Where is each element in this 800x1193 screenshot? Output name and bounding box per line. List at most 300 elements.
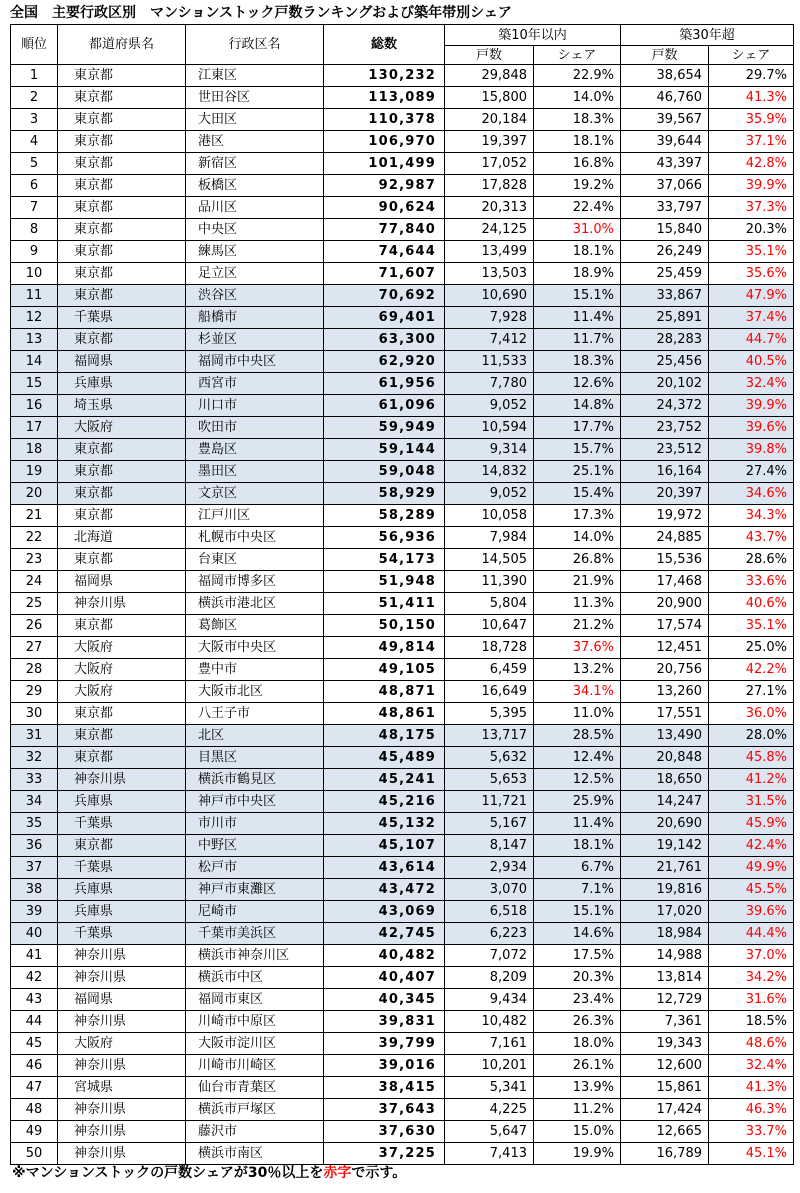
rank-cell: 41: [11, 945, 58, 967]
total-cell: 58,929: [324, 483, 445, 505]
within-10-share-cell: 25.1%: [534, 461, 621, 483]
over-30-units-cell: 17,424: [621, 1099, 709, 1121]
over-30-units-cell: 28,283: [621, 329, 709, 351]
municipality-cell: 川崎市中原区: [186, 1011, 324, 1033]
total-cell: 63,300: [324, 329, 445, 351]
rank-cell: 7: [11, 197, 58, 219]
within-10-share-cell: 11.0%: [534, 703, 621, 725]
total-cell: 45,216: [324, 791, 445, 813]
rank-cell: 13: [11, 329, 58, 351]
table-row: [11, 219, 794, 241]
municipality-cell: 練馬区: [186, 241, 324, 263]
municipality-cell: 横浜市戸塚区: [186, 1099, 324, 1121]
municipality-cell: 札幌市中央区: [186, 527, 324, 549]
total-cell: 59,144: [324, 439, 445, 461]
over-30-share-cell: 42.8%: [709, 153, 794, 175]
over-30-units-cell: 24,372: [621, 395, 709, 417]
over-30-share-cell: 41.3%: [709, 1077, 794, 1099]
total-cell: 106,970: [324, 131, 445, 153]
within-10-units-cell: 9,314: [445, 439, 534, 461]
total-cell: 130,232: [324, 65, 445, 87]
within-10-units-cell: 5,647: [445, 1121, 534, 1143]
header-within-10-units: 戸数: [445, 46, 534, 65]
over-30-units-cell: 13,490: [621, 725, 709, 747]
total-cell: 40,345: [324, 989, 445, 1011]
over-30-units-cell: 20,756: [621, 659, 709, 681]
rank-cell: 21: [11, 505, 58, 527]
total-cell: 42,745: [324, 923, 445, 945]
over-30-share-cell: 25.0%: [709, 637, 794, 659]
within-10-units-cell: 7,072: [445, 945, 534, 967]
within-10-units-cell: 2,934: [445, 857, 534, 879]
prefecture-cell: 東京都: [58, 219, 186, 241]
table-row: [11, 879, 794, 901]
prefecture-cell: 東京都: [58, 615, 186, 637]
over-30-units-cell: 15,861: [621, 1077, 709, 1099]
municipality-cell: 尼崎市: [186, 901, 324, 923]
total-cell: 69,401: [324, 307, 445, 329]
table-row: [11, 351, 794, 373]
rank-cell: 25: [11, 593, 58, 615]
over-30-share-cell: 31.6%: [709, 989, 794, 1011]
table-row: [11, 307, 794, 329]
prefecture-cell: 東京都: [58, 483, 186, 505]
table-row: [11, 791, 794, 813]
table-row: [11, 263, 794, 285]
table-row: [11, 395, 794, 417]
rank-cell: 22: [11, 527, 58, 549]
table-row: [11, 505, 794, 527]
over-30-share-cell: 36.0%: [709, 703, 794, 725]
rank-cell: 4: [11, 131, 58, 153]
within-10-share-cell: 11.3%: [534, 593, 621, 615]
rank-cell: 26: [11, 615, 58, 637]
total-cell: 59,048: [324, 461, 445, 483]
table-row: [11, 439, 794, 461]
municipality-cell: 西宮市: [186, 373, 324, 395]
within-10-units-cell: 11,390: [445, 571, 534, 593]
within-10-units-cell: 6,223: [445, 923, 534, 945]
total-cell: 39,016: [324, 1055, 445, 1077]
over-30-units-cell: 25,456: [621, 351, 709, 373]
table-row: [11, 1099, 794, 1121]
prefecture-cell: 大阪府: [58, 637, 186, 659]
within-10-share-cell: 21.2%: [534, 615, 621, 637]
prefecture-cell: 東京都: [58, 263, 186, 285]
table-row: [11, 725, 794, 747]
footnote: [12, 1162, 406, 1184]
over-30-share-cell: 45.5%: [709, 879, 794, 901]
table-row: [11, 571, 794, 593]
within-10-units-cell: 5,632: [445, 747, 534, 769]
over-30-units-cell: 26,249: [621, 241, 709, 263]
over-30-units-cell: 13,260: [621, 681, 709, 703]
prefecture-cell: 兵庫県: [58, 373, 186, 395]
prefecture-cell: 東京都: [58, 703, 186, 725]
total-cell: 74,644: [324, 241, 445, 263]
over-30-units-cell: 20,690: [621, 813, 709, 835]
rank-cell: 18: [11, 439, 58, 461]
municipality-cell: 北区: [186, 725, 324, 747]
within-10-share-cell: 19.2%: [534, 175, 621, 197]
over-30-units-cell: 15,840: [621, 219, 709, 241]
municipality-cell: 江戸川区: [186, 505, 324, 527]
total-cell: 50,150: [324, 615, 445, 637]
within-10-share-cell: 18.9%: [534, 263, 621, 285]
within-10-units-cell: 16,649: [445, 681, 534, 703]
municipality-cell: 板橋区: [186, 175, 324, 197]
within-10-units-cell: 5,804: [445, 593, 534, 615]
rank-cell: 37: [11, 857, 58, 879]
ranking-table: [10, 24, 794, 1165]
over-30-units-cell: 17,574: [621, 615, 709, 637]
table-row: [11, 857, 794, 879]
rank-cell: 29: [11, 681, 58, 703]
over-30-share-cell: 37.0%: [709, 945, 794, 967]
prefecture-cell: 神奈川県: [58, 967, 186, 989]
prefecture-cell: 神奈川県: [58, 1011, 186, 1033]
table-row: [11, 989, 794, 1011]
municipality-cell: 大阪市淀川区: [186, 1033, 324, 1055]
table-row: [11, 131, 794, 153]
municipality-cell: 港区: [186, 131, 324, 153]
municipality-cell: 川崎市川崎区: [186, 1055, 324, 1077]
prefecture-cell: 東京都: [58, 197, 186, 219]
municipality-cell: 福岡市東区: [186, 989, 324, 1011]
total-cell: 45,132: [324, 813, 445, 835]
total-cell: 48,175: [324, 725, 445, 747]
header-municipality: 行政区名: [186, 25, 324, 65]
municipality-cell: 八王子市: [186, 703, 324, 725]
rank-cell: 48: [11, 1099, 58, 1121]
municipality-cell: 大阪市中央区: [186, 637, 324, 659]
over-30-units-cell: 12,600: [621, 1055, 709, 1077]
over-30-units-cell: 24,885: [621, 527, 709, 549]
within-10-share-cell: 12.5%: [534, 769, 621, 791]
total-cell: 38,415: [324, 1077, 445, 1099]
page-title: 全国 主要行政区別 マンションストック戸数ランキングおよび築年帯別シェア: [10, 5, 512, 21]
over-30-share-cell: 33.7%: [709, 1121, 794, 1143]
municipality-cell: 横浜市中区: [186, 967, 324, 989]
total-cell: 40,482: [324, 945, 445, 967]
within-10-share-cell: 28.5%: [534, 725, 621, 747]
within-10-units-cell: 24,125: [445, 219, 534, 241]
table-row: [11, 373, 794, 395]
prefecture-cell: 福岡県: [58, 351, 186, 373]
header-prefecture: 都道府県名: [58, 25, 186, 65]
within-10-share-cell: 14.0%: [534, 527, 621, 549]
within-10-share-cell: 37.6%: [534, 637, 621, 659]
over-30-units-cell: 12,729: [621, 989, 709, 1011]
table-row: [11, 87, 794, 109]
over-30-units-cell: 38,654: [621, 65, 709, 87]
within-10-units-cell: 20,184: [445, 109, 534, 131]
municipality-cell: 神戸市中央区: [186, 791, 324, 813]
table-row: [11, 175, 794, 197]
total-cell: 49,105: [324, 659, 445, 681]
within-10-share-cell: 26.1%: [534, 1055, 621, 1077]
table-header: [11, 25, 794, 65]
prefecture-cell: 東京都: [58, 505, 186, 527]
rank-cell: 15: [11, 373, 58, 395]
within-10-units-cell: 6,459: [445, 659, 534, 681]
municipality-cell: 文京区: [186, 483, 324, 505]
rank-cell: 33: [11, 769, 58, 791]
within-10-share-cell: 23.4%: [534, 989, 621, 1011]
rank-cell: 34: [11, 791, 58, 813]
over-30-units-cell: 43,397: [621, 153, 709, 175]
rank-cell: 20: [11, 483, 58, 505]
within-10-units-cell: 19,397: [445, 131, 534, 153]
prefecture-cell: 神奈川県: [58, 1143, 186, 1165]
over-30-share-cell: 47.9%: [709, 285, 794, 307]
rank-cell: 43: [11, 989, 58, 1011]
total-cell: 37,630: [324, 1121, 445, 1143]
header-total: 総数: [324, 25, 445, 65]
total-cell: 61,096: [324, 395, 445, 417]
municipality-cell: 福岡市博多区: [186, 571, 324, 593]
within-10-share-cell: 12.6%: [534, 373, 621, 395]
within-10-share-cell: 18.1%: [534, 835, 621, 857]
rank-cell: 2: [11, 87, 58, 109]
municipality-cell: 豊島区: [186, 439, 324, 461]
within-10-units-cell: 15,800: [445, 87, 534, 109]
table-row: [11, 483, 794, 505]
within-10-share-cell: 15.0%: [534, 1121, 621, 1143]
within-10-share-cell: 18.3%: [534, 109, 621, 131]
over-30-share-cell: 27.4%: [709, 461, 794, 483]
table-row: [11, 241, 794, 263]
within-10-units-cell: 18,728: [445, 637, 534, 659]
over-30-units-cell: 21,761: [621, 857, 709, 879]
rank-cell: 32: [11, 747, 58, 769]
over-30-share-cell: 39.9%: [709, 175, 794, 197]
prefecture-cell: 福岡県: [58, 989, 186, 1011]
total-cell: 45,107: [324, 835, 445, 857]
over-30-units-cell: 17,551: [621, 703, 709, 725]
over-30-units-cell: 20,848: [621, 747, 709, 769]
over-30-share-cell: 41.3%: [709, 87, 794, 109]
within-10-share-cell: 14.6%: [534, 923, 621, 945]
footnote-text-end: で示す。: [351, 1165, 407, 1181]
total-cell: 92,987: [324, 175, 445, 197]
total-cell: 110,378: [324, 109, 445, 131]
municipality-cell: 杉並区: [186, 329, 324, 351]
total-cell: 61,956: [324, 373, 445, 395]
table-row: [11, 197, 794, 219]
within-10-units-cell: 10,647: [445, 615, 534, 637]
over-30-share-cell: 39.6%: [709, 417, 794, 439]
rank-cell: 23: [11, 549, 58, 571]
within-10-units-cell: 7,161: [445, 1033, 534, 1055]
within-10-share-cell: 22.4%: [534, 197, 621, 219]
over-30-share-cell: 31.5%: [709, 791, 794, 813]
rank-cell: 19: [11, 461, 58, 483]
over-30-share-cell: 33.6%: [709, 571, 794, 593]
table-row: [11, 659, 794, 681]
rank-cell: 10: [11, 263, 58, 285]
rank-cell: 35: [11, 813, 58, 835]
prefecture-cell: 東京都: [58, 725, 186, 747]
over-30-units-cell: 17,020: [621, 901, 709, 923]
prefecture-cell: 大阪府: [58, 659, 186, 681]
total-cell: 77,840: [324, 219, 445, 241]
within-10-units-cell: 13,499: [445, 241, 534, 263]
within-10-units-cell: 5,395: [445, 703, 534, 725]
over-30-units-cell: 19,816: [621, 879, 709, 901]
prefecture-cell: 東京都: [58, 835, 186, 857]
prefecture-cell: 神奈川県: [58, 769, 186, 791]
header-within-10-share: シェア: [534, 46, 621, 65]
within-10-units-cell: 5,653: [445, 769, 534, 791]
over-30-share-cell: 20.3%: [709, 219, 794, 241]
prefecture-cell: 北海道: [58, 527, 186, 549]
over-30-share-cell: 34.6%: [709, 483, 794, 505]
within-10-share-cell: 13.9%: [534, 1077, 621, 1099]
over-30-share-cell: 34.3%: [709, 505, 794, 527]
within-10-units-cell: 5,167: [445, 813, 534, 835]
over-30-units-cell: 18,650: [621, 769, 709, 791]
table-row: [11, 285, 794, 307]
municipality-cell: 豊中市: [186, 659, 324, 681]
prefecture-cell: 東京都: [58, 153, 186, 175]
total-cell: 70,692: [324, 285, 445, 307]
within-10-share-cell: 15.1%: [534, 901, 621, 923]
within-10-units-cell: 7,413: [445, 1143, 534, 1165]
over-30-share-cell: 42.4%: [709, 835, 794, 857]
rank-cell: 49: [11, 1121, 58, 1143]
over-30-share-cell: 42.2%: [709, 659, 794, 681]
municipality-cell: 足立区: [186, 263, 324, 285]
prefecture-cell: 大阪府: [58, 681, 186, 703]
prefecture-cell: 東京都: [58, 109, 186, 131]
table-row: [11, 461, 794, 483]
over-30-units-cell: 14,988: [621, 945, 709, 967]
over-30-units-cell: 14,247: [621, 791, 709, 813]
municipality-cell: 江東区: [186, 65, 324, 87]
municipality-cell: 墨田区: [186, 461, 324, 483]
prefecture-cell: 千葉県: [58, 307, 186, 329]
over-30-share-cell: 48.6%: [709, 1033, 794, 1055]
prefecture-cell: 東京都: [58, 175, 186, 197]
within-10-units-cell: 8,209: [445, 967, 534, 989]
table-row: [11, 549, 794, 571]
within-10-units-cell: 7,780: [445, 373, 534, 395]
prefecture-cell: 大阪府: [58, 417, 186, 439]
table-row: [11, 813, 794, 835]
within-10-units-cell: 10,482: [445, 1011, 534, 1033]
within-10-share-cell: 25.9%: [534, 791, 621, 813]
rank-cell: 14: [11, 351, 58, 373]
within-10-share-cell: 12.4%: [534, 747, 621, 769]
table-row: [11, 615, 794, 637]
table-row: [11, 923, 794, 945]
total-cell: 49,814: [324, 637, 445, 659]
total-cell: 58,289: [324, 505, 445, 527]
table-row: [11, 593, 794, 615]
prefecture-cell: 兵庫県: [58, 791, 186, 813]
total-cell: 43,069: [324, 901, 445, 923]
municipality-cell: 松戸市: [186, 857, 324, 879]
total-cell: 37,643: [324, 1099, 445, 1121]
within-10-share-cell: 14.0%: [534, 87, 621, 109]
within-10-units-cell: 11,533: [445, 351, 534, 373]
within-10-share-cell: 6.7%: [534, 857, 621, 879]
prefecture-cell: 東京都: [58, 65, 186, 87]
total-cell: 45,241: [324, 769, 445, 791]
prefecture-cell: 神奈川県: [58, 945, 186, 967]
table-body: [11, 65, 794, 1165]
within-10-units-cell: 17,052: [445, 153, 534, 175]
prefecture-cell: 神奈川県: [58, 593, 186, 615]
within-10-units-cell: 10,058: [445, 505, 534, 527]
within-10-share-cell: 18.1%: [534, 131, 621, 153]
over-30-share-cell: 39.9%: [709, 395, 794, 417]
over-30-share-cell: 32.4%: [709, 373, 794, 395]
prefecture-cell: 千葉県: [58, 813, 186, 835]
municipality-cell: 川口市: [186, 395, 324, 417]
within-10-units-cell: 6,518: [445, 901, 534, 923]
header-over-30-share: シェア: [709, 46, 794, 65]
over-30-units-cell: 7,361: [621, 1011, 709, 1033]
municipality-cell: 葛飾区: [186, 615, 324, 637]
over-30-units-cell: 13,814: [621, 967, 709, 989]
within-10-share-cell: 19.9%: [534, 1143, 621, 1165]
over-30-share-cell: 28.6%: [709, 549, 794, 571]
total-cell: 62,920: [324, 351, 445, 373]
table-row: [11, 747, 794, 769]
table-row: [11, 835, 794, 857]
municipality-cell: 福岡市中央区: [186, 351, 324, 373]
within-10-units-cell: 7,928: [445, 307, 534, 329]
municipality-cell: 仙台市青葉区: [186, 1077, 324, 1099]
over-30-share-cell: 37.4%: [709, 307, 794, 329]
total-cell: 90,624: [324, 197, 445, 219]
over-30-share-cell: 35.1%: [709, 241, 794, 263]
table-row: [11, 1011, 794, 1033]
table-row: [11, 1033, 794, 1055]
over-30-share-cell: 39.6%: [709, 901, 794, 923]
over-30-share-cell: 43.7%: [709, 527, 794, 549]
prefecture-cell: 兵庫県: [58, 879, 186, 901]
header-rank: 順位: [11, 25, 58, 65]
over-30-units-cell: 15,536: [621, 549, 709, 571]
over-30-units-cell: 18,984: [621, 923, 709, 945]
over-30-units-cell: 16,164: [621, 461, 709, 483]
table-row: [11, 109, 794, 131]
over-30-units-cell: 19,343: [621, 1033, 709, 1055]
over-30-share-cell: 35.6%: [709, 263, 794, 285]
over-30-units-cell: 19,972: [621, 505, 709, 527]
municipality-cell: 新宿区: [186, 153, 324, 175]
rank-cell: 6: [11, 175, 58, 197]
total-cell: 48,861: [324, 703, 445, 725]
within-10-share-cell: 34.1%: [534, 681, 621, 703]
over-30-share-cell: 39.8%: [709, 439, 794, 461]
municipality-cell: 神戸市東灘区: [186, 879, 324, 901]
within-10-share-cell: 15.7%: [534, 439, 621, 461]
prefecture-cell: 東京都: [58, 87, 186, 109]
municipality-cell: 千葉市美浜区: [186, 923, 324, 945]
over-30-units-cell: 12,451: [621, 637, 709, 659]
prefecture-cell: 千葉県: [58, 857, 186, 879]
table-row: [11, 967, 794, 989]
over-30-share-cell: 35.9%: [709, 109, 794, 131]
within-10-share-cell: 15.4%: [534, 483, 621, 505]
table-row: [11, 329, 794, 351]
within-10-share-cell: 21.9%: [534, 571, 621, 593]
over-30-units-cell: 20,102: [621, 373, 709, 395]
